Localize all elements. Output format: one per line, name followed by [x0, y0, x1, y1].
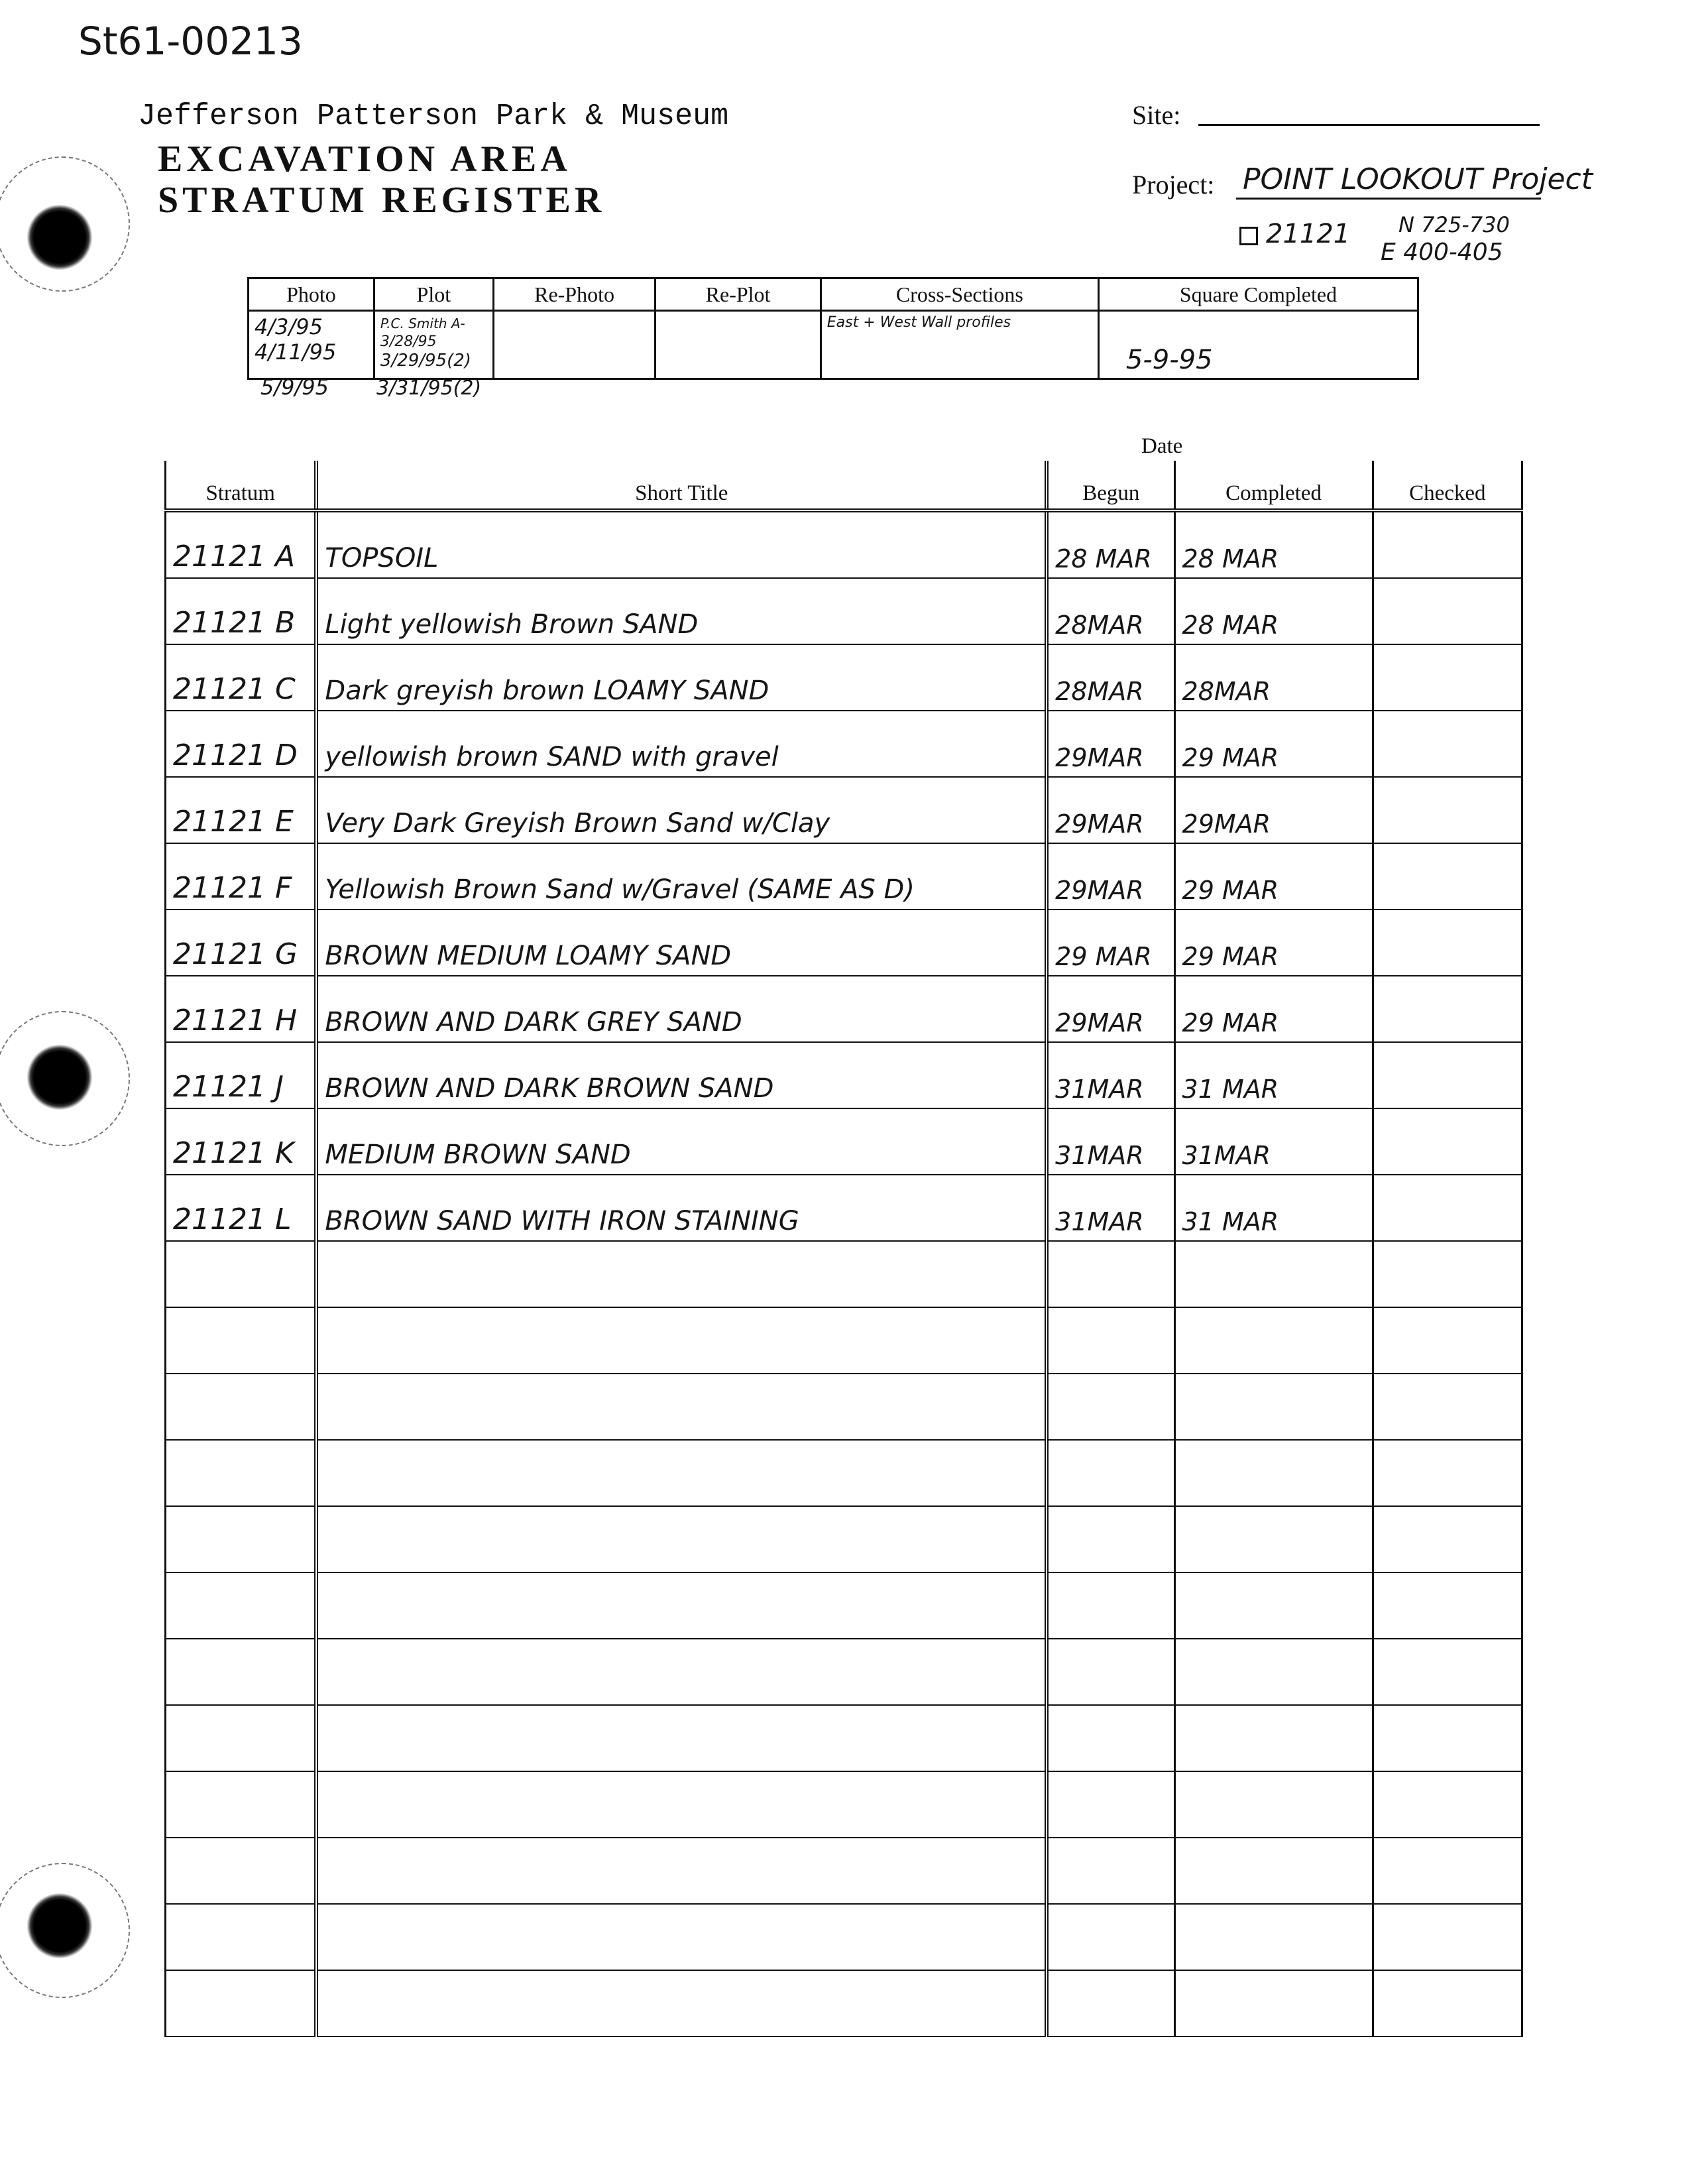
completed-cell[interactable]: 28 MAR	[1174, 578, 1373, 644]
stratum-cell[interactable]	[166, 1241, 317, 1307]
re-photo-cell[interactable]	[493, 311, 655, 379]
table-row	[166, 1175, 1522, 1241]
completed-cell[interactable]: 31 MAR	[1174, 1175, 1373, 1241]
begun-cell[interactable]: 28 MAR	[1047, 510, 1174, 578]
cross-sections-header: Cross-Sections	[821, 278, 1098, 311]
checked-cell[interactable]	[1373, 1374, 1522, 1440]
short-title-cell[interactable]: BROWN SAND WITH IRON STAINING	[316, 1175, 1047, 1241]
stratum-cell[interactable]: 21121 E	[166, 777, 317, 843]
checked-cell[interactable]	[1373, 1440, 1522, 1506]
stratum-cell[interactable]	[166, 1970, 317, 2036]
blank-table-row	[166, 1970, 1522, 2036]
table-row	[166, 910, 1522, 976]
stratum-cell[interactable]: 21121 A	[166, 510, 317, 578]
table-row	[166, 976, 1522, 1042]
begun-cell[interactable]	[1047, 1705, 1174, 1771]
photo-date: 4/11/95	[255, 339, 337, 365]
photo-cell[interactable]	[249, 311, 374, 379]
stratum-cell[interactable]	[166, 1639, 317, 1705]
stratum-cell[interactable]	[166, 1572, 317, 1639]
table-row	[166, 1042, 1522, 1108]
begun-cell[interactable]	[1047, 1506, 1174, 1572]
stratum-cell[interactable]	[166, 1838, 317, 1904]
begun-cell[interactable]: 31MAR	[1047, 1108, 1174, 1175]
short-title-cell[interactable]	[316, 1705, 1047, 1771]
blank-table-row	[166, 1241, 1522, 1307]
checked-cell[interactable]	[1373, 1042, 1522, 1108]
site-field[interactable]	[1198, 124, 1540, 126]
completed-cell[interactable]	[1174, 1241, 1373, 1307]
blank-table-row	[166, 1572, 1522, 1639]
organization-name: Jefferson Patterson Park & Museum	[138, 99, 729, 133]
stratum-cell[interactable]: 21121 G	[166, 910, 317, 976]
checked-cell[interactable]	[1373, 1838, 1522, 1904]
short-title-cell[interactable]: yellowish brown SAND with gravel	[316, 711, 1047, 777]
punch-hole	[27, 1044, 93, 1110]
blank-table-row	[166, 1705, 1522, 1771]
completed-cell[interactable]: 28MAR	[1174, 644, 1373, 711]
short-title-cell[interactable]	[316, 1639, 1047, 1705]
checked-cell[interactable]	[1373, 777, 1522, 843]
table-row	[166, 510, 1522, 578]
short-title-cell[interactable]	[316, 1838, 1047, 1904]
completed-cell[interactable]	[1174, 1440, 1373, 1506]
stratum-cell[interactable]	[166, 1705, 317, 1771]
completed-cell[interactable]: 31MAR	[1174, 1108, 1373, 1175]
short-title-cell[interactable]	[316, 1440, 1047, 1506]
short-title-cell[interactable]	[316, 1572, 1047, 1639]
checked-cell[interactable]	[1373, 1572, 1522, 1639]
checked-cell[interactable]	[1373, 1108, 1522, 1175]
completed-cell[interactable]	[1174, 1771, 1373, 1838]
short-title-cell[interactable]: Dark greyish brown LOAMY SAND	[316, 644, 1047, 711]
coordinate-east: E 400-405	[1381, 239, 1503, 266]
stratum-cell[interactable]: 21121 L	[166, 1175, 317, 1241]
completed-cell[interactable]: 29 MAR	[1174, 910, 1373, 976]
re-plot-header: Re-Plot	[655, 278, 821, 311]
cross-sections-cell[interactable]	[821, 311, 1098, 379]
short-title-cell[interactable]: BROWN AND DARK GREY SAND	[316, 976, 1047, 1042]
begun-cell[interactable]: 28MAR	[1047, 578, 1174, 644]
stratum-register-table	[164, 461, 1523, 2037]
square-completed-header: Square Completed	[1098, 278, 1418, 311]
plot-date: 3/28/95	[380, 333, 437, 350]
photo-date-extra: 5/9/95	[260, 375, 329, 400]
begun-cell[interactable]	[1047, 1639, 1174, 1705]
table-row	[166, 1108, 1522, 1175]
completed-cell[interactable]	[1174, 1572, 1373, 1639]
short-title-cell[interactable]: Very Dark Greyish Brown Sand w/Clay	[316, 777, 1047, 843]
begun-cell[interactable]: 31MAR	[1047, 1042, 1174, 1108]
plot-header: Plot	[374, 278, 493, 311]
blank-table-row	[166, 1374, 1522, 1440]
short-title-cell[interactable]	[316, 1771, 1047, 1838]
photo-header: Photo	[249, 278, 374, 311]
begun-cell[interactable]	[1047, 1572, 1174, 1639]
completed-cell[interactable]	[1174, 1307, 1373, 1374]
stratum-cell[interactable]	[166, 1904, 317, 1970]
square-icon	[1239, 227, 1258, 245]
stratum-cell[interactable]: 21121 F	[166, 843, 317, 910]
table-row	[166, 578, 1522, 644]
completed-cell[interactable]: 28 MAR	[1174, 510, 1373, 578]
coordinate-north: N 725-730	[1398, 212, 1510, 237]
blank-table-row	[166, 1838, 1522, 1904]
checked-header: Checked	[1373, 461, 1522, 510]
checked-cell[interactable]	[1373, 1241, 1522, 1307]
short-title-cell[interactable]: TOPSOIL	[316, 510, 1047, 578]
checked-cell[interactable]	[1373, 644, 1522, 711]
short-title-cell[interactable]	[316, 1307, 1047, 1374]
stratum-cell[interactable]: 21121 B	[166, 578, 317, 644]
checked-cell[interactable]	[1373, 1904, 1522, 1970]
begun-cell[interactable]	[1047, 1970, 1174, 2036]
begun-cell[interactable]	[1047, 1771, 1174, 1838]
form-title-line2: STRATUM REGISTER	[158, 180, 606, 221]
completed-cell[interactable]	[1174, 1904, 1373, 1970]
re-photo-header: Re-Photo	[493, 278, 655, 311]
checked-cell[interactable]	[1373, 510, 1522, 578]
short-title-cell[interactable]: Yellowish Brown Sand w/Gravel (SAME AS D)	[316, 843, 1047, 910]
completed-cell[interactable]: 29MAR	[1174, 777, 1373, 843]
checked-cell[interactable]	[1373, 1506, 1522, 1572]
completed-cell[interactable]	[1174, 1705, 1373, 1771]
completed-header: Completed	[1174, 461, 1373, 510]
begun-cell[interactable]	[1047, 1838, 1174, 1904]
short-title-cell[interactable]: BROWN AND DARK BROWN SAND	[316, 1042, 1047, 1108]
short-title-cell[interactable]	[316, 1970, 1047, 2036]
blank-table-row	[166, 1307, 1522, 1374]
stratum-cell[interactable]	[166, 1440, 317, 1506]
short-title-cell[interactable]: MEDIUM BROWN SAND	[316, 1108, 1047, 1175]
completed-cell[interactable]	[1174, 1506, 1373, 1572]
blank-table-row	[166, 1440, 1522, 1506]
begun-cell[interactable]	[1047, 1374, 1174, 1440]
begun-cell[interactable]: 29 MAR	[1047, 910, 1174, 976]
short-title-cell[interactable]	[316, 1374, 1047, 1440]
completed-cell[interactable]: 31 MAR	[1174, 1042, 1373, 1108]
date-group-label: Date	[1141, 434, 1183, 458]
begun-cell[interactable]: 29MAR	[1047, 976, 1174, 1042]
table-row	[166, 711, 1522, 777]
completed-cell[interactable]	[1174, 1838, 1373, 1904]
stratum-cell[interactable]: 21121 C	[166, 644, 317, 711]
stratum-cell[interactable]	[166, 1771, 317, 1838]
square-completed-cell[interactable]	[1098, 311, 1418, 379]
document-id: St61-00213	[78, 19, 303, 64]
stratum-cell[interactable]: 21121 J	[166, 1042, 317, 1108]
completed-cell[interactable]	[1174, 1374, 1373, 1440]
checked-cell[interactable]	[1373, 711, 1522, 777]
checked-cell[interactable]	[1373, 578, 1522, 644]
completed-cell[interactable]: 29 MAR	[1174, 843, 1373, 910]
completed-cell[interactable]	[1174, 1639, 1373, 1705]
completed-cell[interactable]	[1174, 1970, 1373, 2036]
begun-cell[interactable]: 31MAR	[1047, 1175, 1174, 1241]
checked-cell[interactable]	[1373, 1307, 1522, 1374]
checked-cell[interactable]	[1373, 1639, 1522, 1705]
short-title-cell[interactable]	[316, 1904, 1047, 1970]
checked-cell[interactable]	[1373, 1175, 1522, 1241]
begun-cell[interactable]	[1047, 1307, 1174, 1374]
photo-date: 4/3/95	[255, 314, 323, 339]
checked-cell[interactable]	[1373, 910, 1522, 976]
begun-cell[interactable]: 29MAR	[1047, 711, 1174, 777]
short-title-cell[interactable]: Light yellowish Brown SAND	[316, 578, 1047, 644]
square-completed-value: 5-9-95	[1125, 345, 1213, 375]
unit-code: 21121	[1266, 219, 1351, 249]
form-title-line1: EXCAVATION AREA	[158, 139, 571, 180]
completed-cell[interactable]: 29 MAR	[1174, 711, 1373, 777]
plot-date-extra: 3/31/95(2)	[376, 377, 482, 400]
short-title-cell[interactable]	[316, 1506, 1047, 1572]
begun-header: Begun	[1047, 461, 1174, 510]
begun-cell[interactable]	[1047, 1904, 1174, 1970]
site-label: Site:	[1132, 100, 1181, 130]
re-plot-cell[interactable]	[655, 311, 821, 379]
short-title-cell[interactable]: BROWN MEDIUM LOAMY SAND	[316, 910, 1047, 976]
stratum-cell[interactable]: 21121 D	[166, 711, 317, 777]
checked-cell[interactable]	[1373, 843, 1522, 910]
blank-table-row	[166, 1639, 1522, 1705]
plot-date: 3/29/95(2)	[380, 351, 471, 371]
checked-cell[interactable]	[1373, 1705, 1522, 1771]
completed-cell[interactable]: 29 MAR	[1174, 976, 1373, 1042]
table-row	[166, 777, 1522, 843]
stratum-cell[interactable]	[166, 1307, 317, 1374]
stratum-cell[interactable]: 21121 H	[166, 976, 317, 1042]
checked-cell[interactable]	[1373, 1970, 1522, 2036]
plot-cell[interactable]	[374, 311, 493, 379]
blank-table-row	[166, 1771, 1522, 1838]
punch-hole	[27, 1893, 93, 1959]
plot-date: P.C. Smith A-	[380, 316, 465, 331]
stratum-cell[interactable]	[166, 1506, 317, 1572]
begun-cell[interactable]	[1047, 1241, 1174, 1307]
blank-table-row	[166, 1506, 1522, 1572]
stratum-cell[interactable]	[166, 1374, 317, 1440]
project-underline	[1236, 198, 1541, 200]
table-row	[166, 644, 1522, 711]
stratum-header: Stratum	[166, 461, 317, 510]
blank-table-row	[166, 1904, 1522, 1970]
stratum-cell[interactable]: 21121 K	[166, 1108, 317, 1175]
punch-hole	[27, 204, 93, 270]
begun-cell[interactable]: 29MAR	[1047, 843, 1174, 910]
short-title-cell[interactable]	[316, 1241, 1047, 1307]
begun-cell[interactable]	[1047, 1440, 1174, 1506]
project-value[interactable]: POINT LOOKOUT Project	[1243, 162, 1593, 196]
table-row	[166, 843, 1522, 910]
photo-plot-table	[247, 277, 1419, 380]
short-title-header: Short Title	[316, 461, 1047, 510]
checked-cell[interactable]	[1373, 976, 1522, 1042]
checked-cell[interactable]	[1373, 1771, 1522, 1838]
project-label: Project:	[1132, 170, 1215, 200]
cross-sections-value: East + West Wall profiles	[826, 314, 1011, 331]
begun-cell[interactable]: 28MAR	[1047, 644, 1174, 711]
begun-cell[interactable]: 29MAR	[1047, 777, 1174, 843]
